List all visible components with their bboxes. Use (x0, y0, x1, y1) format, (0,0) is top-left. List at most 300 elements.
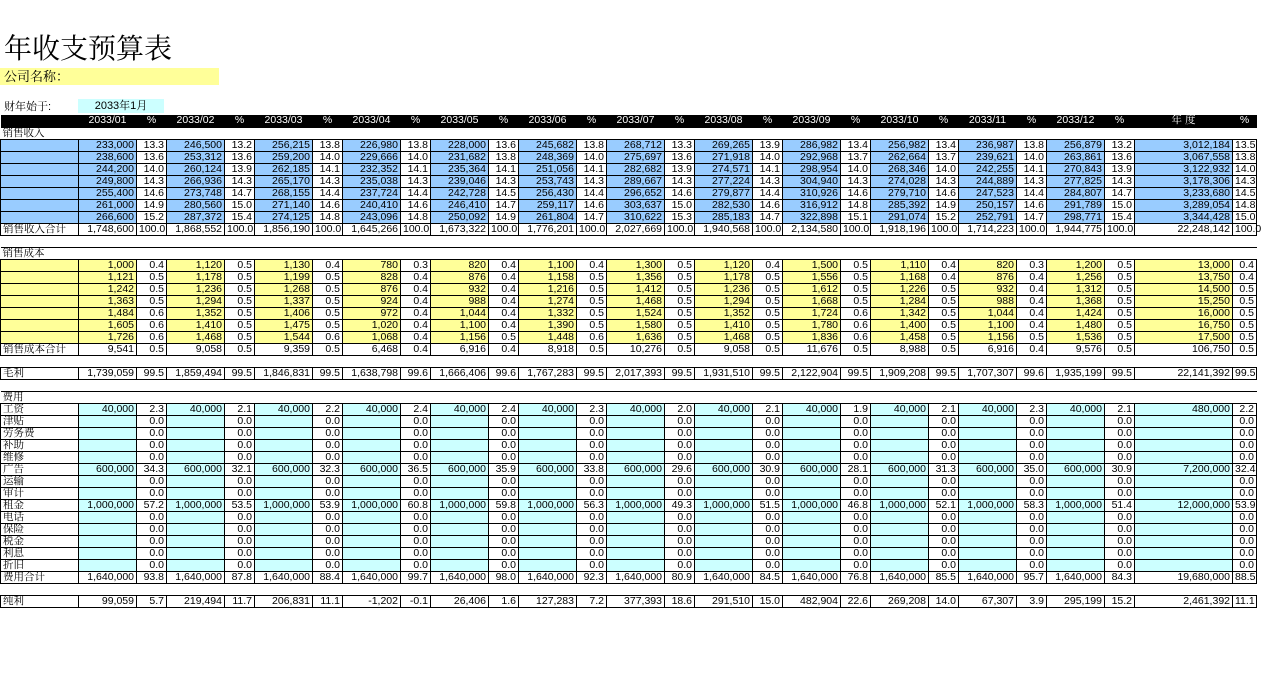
amount-cell[interactable] (343, 451, 401, 463)
amount-cell[interactable]: 271,918 (695, 151, 753, 163)
amount-cell[interactable]: 292,968 (783, 151, 841, 163)
amount-cell[interactable]: 22,141,392 (1135, 367, 1233, 379)
amount-cell[interactable]: 377,393 (607, 595, 665, 607)
amount-cell[interactable] (255, 487, 313, 499)
amount-cell[interactable]: 600,000 (695, 463, 753, 475)
amount-cell[interactable] (167, 511, 225, 523)
amount-cell[interactable] (871, 439, 929, 451)
amount-cell[interactable] (871, 547, 929, 559)
amount-cell[interactable]: 289,667 (607, 175, 665, 187)
amount-cell[interactable]: 229,666 (343, 151, 401, 163)
amount-cell[interactable] (1135, 451, 1233, 463)
amount-cell[interactable]: 1,640,000 (343, 571, 401, 583)
amount-cell[interactable]: 287,372 (167, 211, 225, 223)
amount-cell[interactable]: 1,242 (79, 283, 137, 295)
amount-cell[interactable] (783, 439, 841, 451)
amount-cell[interactable] (959, 487, 1017, 499)
amount-cell[interactable] (695, 547, 753, 559)
amount-cell[interactable] (695, 535, 753, 547)
amount-cell[interactable] (1047, 511, 1105, 523)
amount-cell[interactable]: 1,342 (871, 307, 929, 319)
amount-cell[interactable] (1047, 451, 1105, 463)
amount-cell[interactable]: 277,825 (1047, 175, 1105, 187)
amount-cell[interactable]: 1,544 (255, 331, 313, 343)
amount-cell[interactable]: 10,276 (607, 343, 665, 355)
amount-cell[interactable] (959, 535, 1017, 547)
amount-cell[interactable]: 11,676 (783, 343, 841, 355)
amount-cell[interactable]: 260,124 (167, 163, 225, 175)
amount-cell[interactable]: 14,500 (1135, 283, 1233, 295)
amount-cell[interactable]: 1,846,831 (255, 367, 313, 379)
amount-cell[interactable] (343, 559, 401, 571)
amount-cell[interactable] (783, 559, 841, 571)
amount-cell[interactable]: 251,056 (519, 163, 577, 175)
amount-cell[interactable]: 1,940,568 (695, 223, 753, 235)
amount-cell[interactable] (959, 415, 1017, 427)
amount-cell[interactable]: 1,406 (255, 307, 313, 319)
amount-cell[interactable] (255, 475, 313, 487)
amount-cell[interactable]: 303,637 (607, 199, 665, 211)
amount-cell[interactable] (519, 511, 577, 523)
amount-cell[interactable]: 1,640,000 (695, 571, 753, 583)
amount-cell[interactable]: 988 (431, 295, 489, 307)
amount-cell[interactable]: 235,364 (431, 163, 489, 175)
amount-cell[interactable]: 1,100 (959, 319, 1017, 331)
amount-cell[interactable]: 256,215 (255, 139, 313, 151)
amount-cell[interactable]: 13,750 (1135, 271, 1233, 283)
amount-cell[interactable] (1047, 547, 1105, 559)
amount-cell[interactable]: 304,940 (783, 175, 841, 187)
amount-cell[interactable]: 1,000,000 (79, 499, 137, 511)
amount-cell[interactable]: 231,682 (431, 151, 489, 163)
amount-cell[interactable] (255, 535, 313, 547)
amount-cell[interactable]: 1,168 (871, 271, 929, 283)
amount-cell[interactable] (79, 475, 137, 487)
amount-cell[interactable] (1047, 487, 1105, 499)
amount-cell[interactable]: 8,988 (871, 343, 929, 355)
amount-cell[interactable] (79, 559, 137, 571)
amount-cell[interactable] (79, 415, 137, 427)
amount-cell[interactable]: 1,100 (431, 319, 489, 331)
amount-cell[interactable]: 1,110 (871, 259, 929, 271)
amount-cell[interactable]: 219,494 (167, 595, 225, 607)
amount-cell[interactable]: 820 (431, 259, 489, 271)
amount-cell[interactable]: 600,000 (167, 463, 225, 475)
amount-cell[interactable]: 282,682 (607, 163, 665, 175)
amount-cell[interactable] (959, 475, 1017, 487)
amount-cell[interactable]: 285,392 (871, 199, 929, 211)
amount-cell[interactable]: 1,909,208 (871, 367, 929, 379)
amount-cell[interactable] (79, 511, 137, 523)
amount-cell[interactable] (959, 451, 1017, 463)
amount-cell[interactable] (519, 451, 577, 463)
amount-cell[interactable]: 253,312 (167, 151, 225, 163)
amount-cell[interactable]: 1,000,000 (167, 499, 225, 511)
amount-cell[interactable] (871, 427, 929, 439)
amount-cell[interactable] (255, 439, 313, 451)
amount-cell[interactable] (783, 535, 841, 547)
amount-cell[interactable]: 1,726 (79, 331, 137, 343)
amount-cell[interactable]: 1,424 (1047, 307, 1105, 319)
amount-cell[interactable]: 1,158 (519, 271, 577, 283)
amount-cell[interactable] (431, 511, 489, 523)
amount-cell[interactable]: 1,199 (255, 271, 313, 283)
amount-cell[interactable] (871, 511, 929, 523)
amount-cell[interactable]: 2,461,392 (1135, 595, 1233, 607)
amount-cell[interactable] (343, 535, 401, 547)
amount-cell[interactable] (255, 547, 313, 559)
amount-cell[interactable]: 274,571 (695, 163, 753, 175)
amount-cell[interactable] (1047, 535, 1105, 547)
amount-cell[interactable] (959, 559, 1017, 571)
amount-cell[interactable]: 17,500 (1135, 331, 1233, 343)
amount-cell[interactable]: 1,640,000 (1047, 571, 1105, 583)
amount-cell[interactable] (695, 511, 753, 523)
amount-cell[interactable]: 1,178 (167, 271, 225, 283)
amount-cell[interactable]: 270,843 (1047, 163, 1105, 175)
amount-cell[interactable] (255, 451, 313, 463)
amount-cell[interactable] (959, 511, 1017, 523)
amount-cell[interactable]: 291,789 (1047, 199, 1105, 211)
amount-cell[interactable]: 282,530 (695, 199, 753, 211)
amount-cell[interactable]: 600,000 (519, 463, 577, 475)
amount-cell[interactable]: 1,000,000 (695, 499, 753, 511)
amount-cell[interactable]: 932 (431, 283, 489, 295)
amount-cell[interactable] (607, 487, 665, 499)
amount-cell[interactable]: 40,000 (255, 403, 313, 415)
amount-cell[interactable]: 246,410 (431, 199, 489, 211)
amount-cell[interactable]: 1,400 (871, 319, 929, 331)
amount-cell[interactable]: 206,831 (255, 595, 313, 607)
amount-cell[interactable] (695, 415, 753, 427)
amount-cell[interactable] (695, 427, 753, 439)
amount-cell[interactable]: 236,987 (959, 139, 1017, 151)
amount-cell[interactable] (519, 559, 577, 571)
amount-cell[interactable] (79, 487, 137, 499)
amount-cell[interactable]: 1,000 (79, 259, 137, 271)
amount-cell[interactable]: 1,268 (255, 283, 313, 295)
amount-cell[interactable]: 242,255 (959, 163, 1017, 175)
amount-cell[interactable]: 16,750 (1135, 319, 1233, 331)
amount-cell[interactable]: 1,000,000 (783, 499, 841, 511)
amount-cell[interactable]: 295,199 (1047, 595, 1105, 607)
amount-cell[interactable]: 259,200 (255, 151, 313, 163)
amount-cell[interactable]: 40,000 (431, 403, 489, 415)
amount-cell[interactable] (343, 487, 401, 499)
amount-cell[interactable]: 1,300 (607, 259, 665, 271)
amount-cell[interactable]: 1,673,322 (431, 223, 489, 235)
amount-cell[interactable]: 600,000 (343, 463, 401, 475)
amount-cell[interactable] (695, 439, 753, 451)
amount-cell[interactable] (343, 439, 401, 451)
amount-cell[interactable] (167, 547, 225, 559)
amount-cell[interactable] (1135, 547, 1233, 559)
amount-cell[interactable]: 268,155 (255, 187, 313, 199)
amount-cell[interactable]: 1,859,494 (167, 367, 225, 379)
amount-cell[interactable]: 248,369 (519, 151, 577, 163)
amount-cell[interactable] (695, 523, 753, 535)
amount-cell[interactable]: 26,406 (431, 595, 489, 607)
amount-cell[interactable] (255, 559, 313, 571)
amount-cell[interactable]: 256,430 (519, 187, 577, 199)
amount-cell[interactable] (167, 415, 225, 427)
amount-cell[interactable]: 269,265 (695, 139, 753, 151)
amount-cell[interactable] (1135, 523, 1233, 535)
amount-cell[interactable]: 271,140 (255, 199, 313, 211)
amount-cell[interactable]: 1,458 (871, 331, 929, 343)
amount-cell[interactable] (1047, 523, 1105, 535)
amount-cell[interactable] (607, 475, 665, 487)
amount-cell[interactable]: 9,058 (167, 343, 225, 355)
amount-cell[interactable]: 1,068 (343, 331, 401, 343)
amount-cell[interactable]: 1,274 (519, 295, 577, 307)
amount-cell[interactable]: 828 (343, 271, 401, 283)
amount-cell[interactable]: 40,000 (167, 403, 225, 415)
amount-cell[interactable]: 291,074 (871, 211, 929, 223)
amount-cell[interactable]: 9,576 (1047, 343, 1105, 355)
amount-cell[interactable] (431, 439, 489, 451)
amount-cell[interactable]: 1,352 (167, 307, 225, 319)
amount-cell[interactable] (431, 427, 489, 439)
amount-cell[interactable]: 3,344,428 (1135, 211, 1233, 223)
amount-cell[interactable]: 266,600 (79, 211, 137, 223)
amount-cell[interactable]: 600,000 (79, 463, 137, 475)
amount-cell[interactable]: 1,605 (79, 319, 137, 331)
amount-cell[interactable] (431, 547, 489, 559)
amount-cell[interactable]: 275,697 (607, 151, 665, 163)
amount-cell[interactable]: 1,836 (783, 331, 841, 343)
amount-cell[interactable]: 256,879 (1047, 139, 1105, 151)
amount-cell[interactable]: 1,216 (519, 283, 577, 295)
amount-cell[interactable]: 1,524 (607, 307, 665, 319)
amount-cell[interactable] (519, 523, 577, 535)
amount-cell[interactable]: 1,640,000 (167, 571, 225, 583)
amount-cell[interactable]: 1,707,307 (959, 367, 1017, 379)
amount-cell[interactable]: 274,028 (871, 175, 929, 187)
amount-cell[interactable]: 3,122,932 (1135, 163, 1233, 175)
amount-cell[interactable]: 16,000 (1135, 307, 1233, 319)
amount-cell[interactable]: 2,134,580 (783, 223, 841, 235)
amount-cell[interactable]: 22,248,142 (1135, 223, 1233, 235)
amount-cell[interactable]: 600,000 (607, 463, 665, 475)
amount-cell[interactable]: 1,767,283 (519, 367, 577, 379)
amount-cell[interactable]: 239,046 (431, 175, 489, 187)
amount-cell[interactable] (871, 475, 929, 487)
amount-cell[interactable]: 1,200 (1047, 259, 1105, 271)
amount-cell[interactable] (167, 535, 225, 547)
amount-cell[interactable]: 235,038 (343, 175, 401, 187)
amount-cell[interactable] (519, 547, 577, 559)
amount-cell[interactable]: 1,475 (255, 319, 313, 331)
amount-cell[interactable]: 1,868,552 (167, 223, 225, 235)
amount-cell[interactable]: 252,791 (959, 211, 1017, 223)
amount-cell[interactable] (1135, 487, 1233, 499)
amount-cell[interactable]: 600,000 (1047, 463, 1105, 475)
amount-cell[interactable]: 237,724 (343, 187, 401, 199)
amount-cell[interactable]: 298,771 (1047, 211, 1105, 223)
amount-cell[interactable]: 239,621 (959, 151, 1017, 163)
amount-cell[interactable]: 600,000 (959, 463, 1017, 475)
amount-cell[interactable] (431, 451, 489, 463)
amount-cell[interactable] (695, 487, 753, 499)
amount-cell[interactable]: 1,000,000 (1047, 499, 1105, 511)
amount-cell[interactable] (871, 559, 929, 571)
amount-cell[interactable]: 245,682 (519, 139, 577, 151)
amount-cell[interactable] (167, 523, 225, 535)
amount-cell[interactable] (431, 523, 489, 535)
amount-cell[interactable] (1135, 535, 1233, 547)
amount-cell[interactable] (783, 415, 841, 427)
amount-cell[interactable]: 233,000 (79, 139, 137, 151)
amount-cell[interactable] (607, 451, 665, 463)
amount-cell[interactable]: 1,780 (783, 319, 841, 331)
amount-cell[interactable] (959, 439, 1017, 451)
amount-cell[interactable]: 99,059 (79, 595, 137, 607)
amount-cell[interactable] (519, 535, 577, 547)
amount-cell[interactable]: 1,500 (783, 259, 841, 271)
amount-cell[interactable]: 12,000,000 (1135, 499, 1233, 511)
amount-cell[interactable] (431, 487, 489, 499)
amount-cell[interactable] (695, 475, 753, 487)
amount-cell[interactable]: 246,500 (167, 139, 225, 151)
amount-cell[interactable]: 285,183 (695, 211, 753, 223)
amount-cell[interactable]: 40,000 (1047, 403, 1105, 415)
amount-cell[interactable] (695, 559, 753, 571)
amount-cell[interactable]: 1,776,201 (519, 223, 577, 235)
amount-cell[interactable]: 924 (343, 295, 401, 307)
amount-cell[interactable] (343, 427, 401, 439)
amount-cell[interactable]: 40,000 (607, 403, 665, 415)
amount-cell[interactable]: 600,000 (431, 463, 489, 475)
amount-cell[interactable]: 600,000 (783, 463, 841, 475)
amount-cell[interactable]: 238,600 (79, 151, 137, 163)
amount-cell[interactable] (871, 523, 929, 535)
amount-cell[interactable]: 1,044 (959, 307, 1017, 319)
amount-cell[interactable] (783, 451, 841, 463)
amount-cell[interactable]: 1,668 (783, 295, 841, 307)
amount-cell[interactable]: 228,000 (431, 139, 489, 151)
amount-cell[interactable]: 1,536 (1047, 331, 1105, 343)
amount-cell[interactable]: 1,044 (431, 307, 489, 319)
amount-cell[interactable]: 988 (959, 295, 1017, 307)
amount-cell[interactable]: 286,982 (783, 139, 841, 151)
amount-cell[interactable]: 1,000,000 (871, 499, 929, 511)
amount-cell[interactable]: 106,750 (1135, 343, 1233, 355)
amount-cell[interactable]: 67,307 (959, 595, 1017, 607)
amount-cell[interactable]: 1,935,199 (1047, 367, 1105, 379)
amount-cell[interactable]: 127,283 (519, 595, 577, 607)
amount-cell[interactable]: 1,638,798 (343, 367, 401, 379)
amount-cell[interactable] (871, 535, 929, 547)
amount-cell[interactable] (1135, 439, 1233, 451)
amount-cell[interactable]: 1,931,510 (695, 367, 753, 379)
amount-cell[interactable]: 279,877 (695, 187, 753, 199)
amount-cell[interactable]: 600,000 (255, 463, 313, 475)
amount-cell[interactable]: 1,640,000 (519, 571, 577, 583)
amount-cell[interactable]: 1,256 (1047, 271, 1105, 283)
amount-cell[interactable]: 1,410 (167, 319, 225, 331)
amount-cell[interactable] (959, 547, 1017, 559)
amount-cell[interactable] (1135, 427, 1233, 439)
amount-cell[interactable] (167, 487, 225, 499)
amount-cell[interactable]: 13,000 (1135, 259, 1233, 271)
amount-cell[interactable] (959, 427, 1017, 439)
amount-cell[interactable] (255, 415, 313, 427)
amount-cell[interactable] (343, 523, 401, 535)
amount-cell[interactable]: 1,130 (255, 259, 313, 271)
amount-cell[interactable]: 310,926 (783, 187, 841, 199)
amount-cell[interactable] (607, 427, 665, 439)
amount-cell[interactable]: 1,918,196 (871, 223, 929, 235)
amount-cell[interactable] (431, 535, 489, 547)
amount-cell[interactable]: 249,800 (79, 175, 137, 187)
amount-cell[interactable]: 1,480 (1047, 319, 1105, 331)
amount-cell[interactable] (431, 475, 489, 487)
amount-cell[interactable]: 1,284 (871, 295, 929, 307)
amount-cell[interactable]: 273,748 (167, 187, 225, 199)
amount-cell[interactable] (519, 487, 577, 499)
amount-cell[interactable]: 1,000,000 (607, 499, 665, 511)
amount-cell[interactable]: 3,012,184 (1135, 139, 1233, 151)
amount-cell[interactable] (167, 475, 225, 487)
amount-cell[interactable]: 226,980 (343, 139, 401, 151)
amount-cell[interactable] (871, 451, 929, 463)
amount-cell[interactable]: 1,640,000 (607, 571, 665, 583)
amount-cell[interactable] (607, 535, 665, 547)
amount-cell[interactable]: 298,954 (783, 163, 841, 175)
amount-cell[interactable] (783, 511, 841, 523)
amount-cell[interactable]: 876 (431, 271, 489, 283)
amount-cell[interactable] (167, 439, 225, 451)
amount-cell[interactable]: 1,412 (607, 283, 665, 295)
amount-cell[interactable]: 247,523 (959, 187, 1017, 199)
amount-cell[interactable] (783, 547, 841, 559)
amount-cell[interactable] (255, 511, 313, 523)
amount-cell[interactable] (783, 523, 841, 535)
amount-cell[interactable]: 1,645,266 (343, 223, 401, 235)
amount-cell[interactable]: 40,000 (871, 403, 929, 415)
amount-cell[interactable]: 780 (343, 259, 401, 271)
amount-cell[interactable] (167, 427, 225, 439)
amount-cell[interactable]: 280,560 (167, 199, 225, 211)
amount-cell[interactable] (871, 487, 929, 499)
amount-cell[interactable] (1135, 559, 1233, 571)
amount-cell[interactable]: 1,337 (255, 295, 313, 307)
amount-cell[interactable] (1047, 439, 1105, 451)
amount-cell[interactable] (343, 547, 401, 559)
amount-cell[interactable] (1047, 427, 1105, 439)
amount-cell[interactable]: 40,000 (79, 403, 137, 415)
amount-cell[interactable] (255, 523, 313, 535)
amount-cell[interactable] (1047, 559, 1105, 571)
amount-cell[interactable]: 7,200,000 (1135, 463, 1233, 475)
amount-cell[interactable]: 480,000 (1135, 403, 1233, 415)
amount-cell[interactable]: 3,178,306 (1135, 175, 1233, 187)
amount-cell[interactable] (607, 439, 665, 451)
amount-cell[interactable] (343, 415, 401, 427)
amount-cell[interactable]: 40,000 (959, 403, 1017, 415)
amount-cell[interactable]: 9,359 (255, 343, 313, 355)
amount-cell[interactable]: 1,020 (343, 319, 401, 331)
amount-cell[interactable]: 1,332 (519, 307, 577, 319)
amount-cell[interactable]: 268,712 (607, 139, 665, 151)
amount-cell[interactable] (1135, 475, 1233, 487)
amount-cell[interactable]: 1,000,000 (431, 499, 489, 511)
amount-cell[interactable]: 2,017,393 (607, 367, 665, 379)
amount-cell[interactable] (607, 547, 665, 559)
amount-cell[interactable]: 256,982 (871, 139, 929, 151)
amount-cell[interactable]: 274,125 (255, 211, 313, 223)
